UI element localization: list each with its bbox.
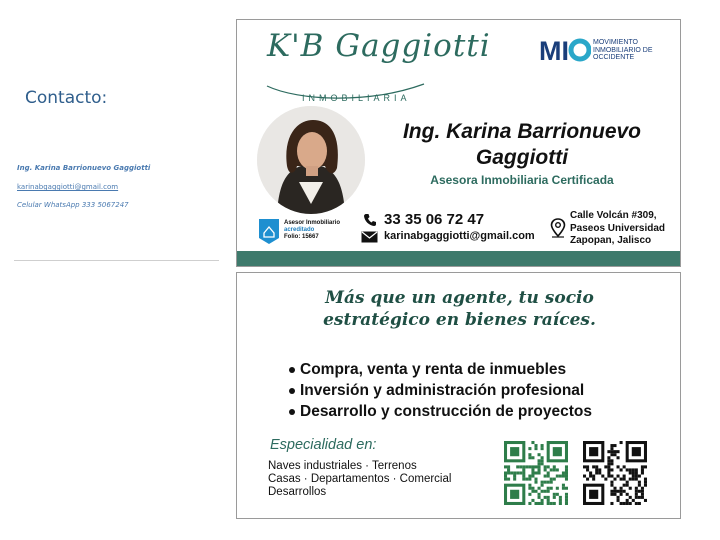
phone-number: 33 35 06 72 47 (384, 211, 485, 228)
business-card-front (236, 19, 681, 267)
mail-icon (361, 231, 378, 243)
brand-subtitle: INMOBILIARIA (302, 93, 411, 103)
accreditation-text: Asesor Inmobiliario acreditado Folio: 15667 (284, 220, 341, 240)
mio-logo-icon (539, 36, 591, 64)
left-divider (14, 260, 219, 261)
contact-email-link[interactable]: karinabgaggiotti@gmail.com (17, 183, 119, 191)
bullet-icon (289, 367, 295, 373)
bullet-icon (289, 388, 295, 394)
service-item: Desarrollo y construcción de proyectos (289, 401, 592, 422)
location-pin-icon (550, 218, 566, 238)
services-list (289, 359, 592, 422)
email-address: karinabgaggiotti@gmail.com (384, 230, 535, 242)
business-card-back (236, 272, 681, 519)
svg-text:MI: MI (539, 36, 569, 64)
tagline: Más que un agente, tu socio estratégico en bienes raíces. (323, 288, 596, 330)
qr-code-icon[interactable] (504, 441, 568, 505)
agent-role: Asesora Inmobiliaria Certificada (430, 173, 614, 187)
specialty-title: Especialidad en: (270, 437, 377, 453)
specialty-list: Naves industriales · Terrenos Casas · Departamentos · Comercial Desarrollos (268, 460, 452, 498)
agent-name: Ing. Karina Barrionuevo Gaggiotti (402, 120, 642, 169)
card-bottom-bar (237, 251, 680, 266)
qr-code-icon[interactable] (583, 441, 647, 505)
mio-logo-text: MOVIMIENTO INMOBILIARIO DE OCCIDENTE (593, 39, 653, 61)
bullet-icon (289, 409, 295, 415)
service-item: Compra, venta y renta de inmuebles (289, 359, 592, 380)
brand-logo-text: K'B Gaggiotti (267, 28, 491, 64)
accreditation-badge-icon (258, 218, 280, 245)
agent-photo (257, 106, 365, 214)
agent-portrait-icon (257, 106, 365, 214)
contact-phone: Celular WhatsApp 333 5067247 (17, 201, 129, 209)
phone-icon (363, 213, 377, 227)
contact-name: Ing. Karina Barrionuevo Gaggiotti (17, 164, 151, 172)
contact-title: Contacto: (25, 88, 108, 108)
office-address: Calle Volcán #309, Paseos Universidad Zapopan, Jalisco (570, 210, 666, 246)
service-item: Inversión y administración profesional (289, 380, 592, 401)
